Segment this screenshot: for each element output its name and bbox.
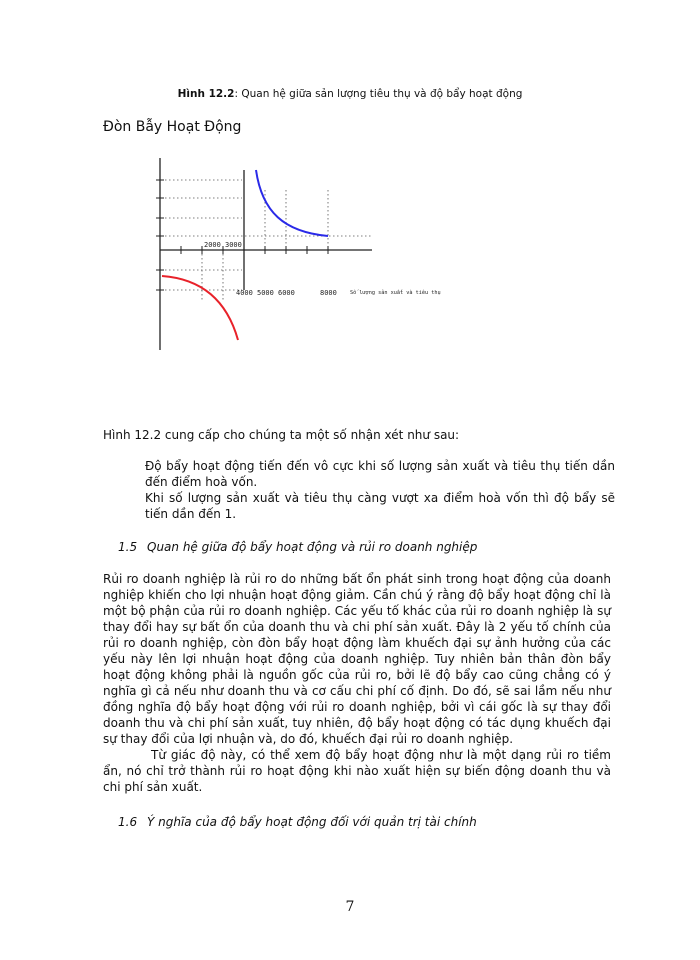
bullet-item: Khi số lượng sản xuất và tiêu thụ càng vượt xa điểm hoà vốn thì độ bẩy sẽ tiến dần đến 1.	[145, 491, 615, 521]
series-curve-below-breakeven	[162, 276, 238, 340]
x-tick-label: 3000	[225, 241, 242, 249]
section-1-5-number: 1.5	[118, 540, 138, 554]
figure-caption	[0, 88, 700, 100]
x-tick-label: 4000	[236, 289, 253, 297]
figure-caption-label: Hình 12.2	[177, 88, 235, 100]
series-curve-above-breakeven	[256, 170, 328, 236]
x-axis-label: Số lượng sản xuất và tiêu thụ	[350, 290, 441, 296]
section-1-5-title: Quan hệ giữa độ bẩy hoạt động và rủi ro doanh nghiệp	[147, 540, 478, 554]
x-tick-label: 2000	[204, 241, 221, 249]
x-tick-label: 5000	[257, 289, 274, 297]
bullet-item: Độ bẩy hoạt động tiến đến vô cực khi số lượng sản xuất và tiêu thụ tiến dần đến điểm hoà vốn.	[145, 459, 615, 489]
section-1-6-title: Ý nghĩa của độ bẩy hoạt động đối với quản trị tài chính	[147, 815, 477, 829]
leverage-chart	[130, 150, 510, 350]
section-1-6-number: 1.6	[118, 815, 138, 829]
body-paragraph: Từ giác độ này, có thể xem độ bẩy hoạt động như là một dạng rủi ro tiềm ẩn, nó chỉ trở thành rủi ro hoạt động khi nào xuất hiện sự biến động doanh thu và chi phí sản xuất.	[103, 748, 611, 794]
chart-title: Đòn Bẫy Hoạt Động	[103, 119, 242, 135]
page-number: 7	[345, 899, 355, 915]
figure-caption-text: : Quan hệ giữa sản lượng tiêu thụ và độ bẩy hoạt động	[234, 88, 523, 100]
body-paragraph: Rủi ro doanh nghiệp là rủi ro do những bất ổn phát sinh trong hoạt động của doanh nghiệp khiến cho lợi nhuận hoạt động giảm. Cần chú ý rằng độ bẩy hoạt động chỉ là một bộ phận của rủi ro doanh nghiệp. Các yếu tố khác của rủi ro doanh nghiệp là sự thay đổi hay sự bất ổn của doanh thu và chi phí sản xuất. Đây là 2 yếu tố chính của rủi ro doanh nghiệp, còn đòn bẩy hoạt động làm khuếch đại sự ảnh hưởng của các yếu này lên lợi nhuận hoạt động của doanh nghiệp. Tuy nhiên bản thân đòn bẩy hoạt động không phải là nguồn gốc của rủi ro, bởi lẽ độ bẩy cao cũng chẳng có ý nghĩa gì cả nếu như doanh thu và cơ cấu chi phí cố định. Do đó, sẽ sai lầm nếu như đồng nghĩa độ bẩy hoạt động với rủi ro doanh nghiệp, bởi vì cái gốc là sự thay đổi doanh thu và chi phí sản xuất, tuy nhiên, độ bẩy hoạt động có tác dụng khuếch đại sự thay đổi của lợi nhuận và, do đó, khuếch đại rủi ro doanh nghiệp.	[103, 572, 611, 746]
intro-text: Hình 12.2 cung cấp cho chúng ta một số nhận xét như sau:	[103, 428, 460, 442]
x-tick-label: 6000	[278, 289, 295, 297]
body-text	[103, 571, 611, 795]
x-tick-label: 8000	[320, 289, 337, 297]
